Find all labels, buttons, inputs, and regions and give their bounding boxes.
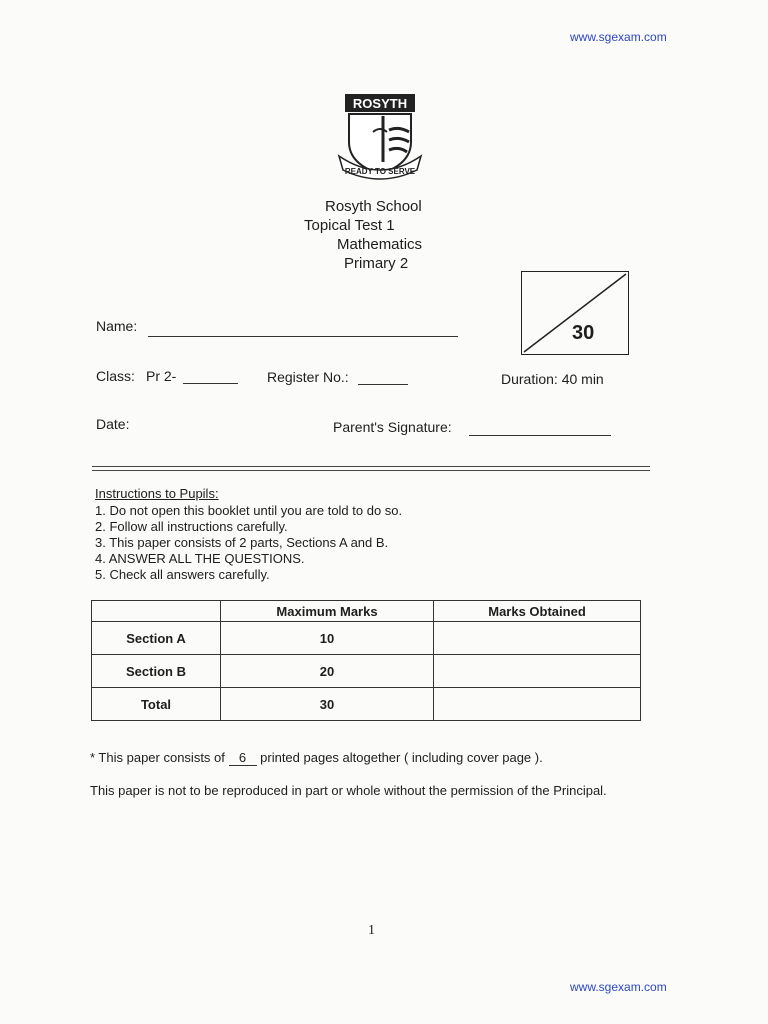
reproduction-notice: This paper is not to be reproduced in part or whole without the permission of the Principal. [90, 783, 607, 798]
subject-name: Mathematics [337, 236, 423, 253]
instruction-item: 3. This paper consists of 2 parts, Sections A and B. [95, 535, 389, 550]
instruction-item: 5. Check all answers carefully. [95, 567, 270, 582]
table-header-cell: Maximum Marks [221, 601, 434, 622]
max-marks-cell: 30 [221, 688, 434, 721]
table-row [92, 655, 641, 688]
table-header-cell [92, 601, 221, 622]
class-prefix: Pr 2- [146, 368, 177, 384]
name-input-line[interactable] [148, 322, 458, 337]
class-label: Class: [96, 368, 135, 384]
instruction-item: 2. Follow all instructions carefully. [95, 519, 288, 534]
school-name: Rosyth School [325, 198, 422, 215]
register-input-line[interactable] [358, 370, 408, 385]
school-crest-logo [335, 92, 425, 182]
table-header-cell: Marks Obtained [434, 601, 641, 622]
instruction-item: 4. ANSWER ALL THE QUESTIONS. [95, 551, 305, 566]
total-marks-value: 30 [572, 322, 595, 344]
header-website-link[interactable]: www.sgexam.com [570, 30, 667, 44]
parent-signature-line[interactable] [469, 421, 611, 436]
level-name: Primary 2 [344, 255, 409, 272]
section-cell: Total [92, 688, 221, 721]
divider-top [92, 466, 650, 467]
instructions-list [95, 503, 595, 583]
page-number: 1 [368, 923, 375, 938]
duration-text: Duration: 40 min [501, 371, 604, 387]
instruction-item: 1. Do not open this booklet until you are told to do so. [95, 503, 403, 518]
divider-bottom [92, 470, 650, 471]
parent-signature-label: Parent's Signature: [333, 419, 452, 435]
date-label: Date: [96, 416, 130, 432]
max-marks-cell: 20 [221, 655, 434, 688]
crest-school-tag: ROSYTH [352, 96, 408, 111]
pages-note-suffix: printed pages altogether ( including cover page ). [260, 750, 543, 765]
crest-motto: READY TO SERVE [344, 167, 416, 176]
name-label: Name: [96, 318, 138, 334]
marks-obtained-cell[interactable] [434, 622, 641, 655]
pages-count: 6 [229, 750, 257, 766]
pages-note [90, 750, 543, 766]
table-row [92, 622, 641, 655]
test-name: Topical Test 1 [304, 217, 395, 234]
section-cell: Section B [92, 655, 221, 688]
instructions-heading: Instructions to Pupils: [95, 486, 219, 501]
register-label: Register No.: [267, 369, 349, 385]
section-cell: Section A [92, 622, 221, 655]
score-box [521, 271, 629, 355]
max-marks-cell: 10 [221, 622, 434, 655]
pages-note-prefix: * This paper consists of [90, 750, 225, 765]
class-input-line[interactable] [183, 369, 238, 384]
marks-obtained-cell[interactable] [434, 688, 641, 721]
marks-obtained-cell[interactable] [434, 655, 641, 688]
marks-table [91, 600, 641, 721]
table-header-row [92, 601, 641, 622]
table-row [92, 688, 641, 721]
footer-website-link[interactable]: www.sgexam.com [570, 980, 667, 994]
